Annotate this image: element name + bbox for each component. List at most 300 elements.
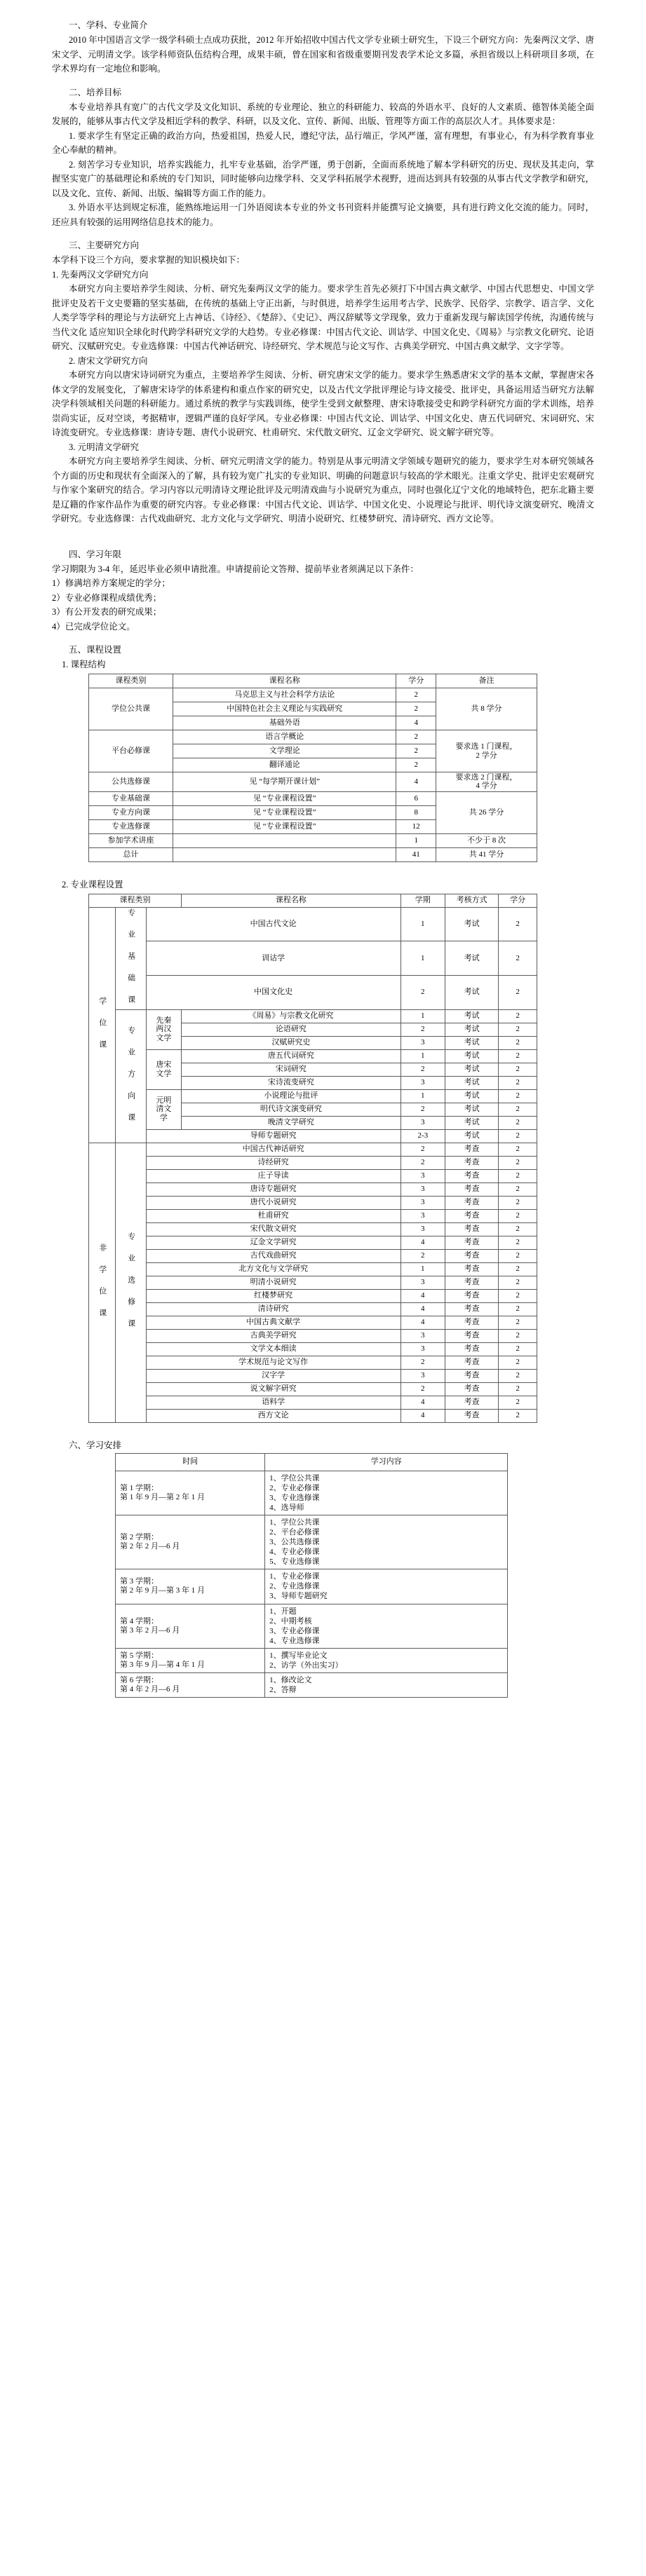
cell-exam-type: 考查 [445, 1249, 498, 1262]
cell-category: 专业方向课 [89, 805, 173, 819]
header-credit: 学分 [396, 674, 436, 688]
cell-course-name: 中国特色社会主义理论与实践研究 [173, 702, 396, 716]
table-row [89, 1196, 537, 1209]
cell-credit: 1 [396, 833, 436, 847]
cell-time [116, 1515, 265, 1569]
section-2-intro: 本专业培养具有宽广的古代文学及文化知识、系统的专业理论、独立的科研能力、较高的外语水平、良好的人文素质、德智体美能全面发展的，能够从事古代文学及相近学科的教学、科研，以及文化、宣传、新闻、出版、管理等方面工作的高层次人才。具体要求是： [52, 102, 594, 126]
table-row [89, 1009, 537, 1023]
cell-course-name: 《周易》与宗教文化研究 [182, 1009, 401, 1023]
table-row [89, 907, 537, 941]
cell-exam-type: 考查 [445, 1316, 498, 1329]
table-row [89, 1156, 537, 1169]
group-label-line-2: 两汉 [156, 1025, 172, 1034]
section-4-item-2: 2）专业必修课程成绩优秀； [52, 592, 162, 603]
vertical-label-nondegree-course: 非 学 位 课 [97, 1243, 107, 1319]
cell-course-name: 诗经研究 [146, 1156, 401, 1169]
table-row [89, 1302, 537, 1316]
table-row [89, 1209, 537, 1222]
cell-credit: 2 [499, 1156, 537, 1169]
cell-credit: 2 [499, 1103, 537, 1116]
content-item: 2、平台必修课 [269, 1527, 320, 1536]
cell-credit: 2 [396, 758, 436, 772]
section-heading-5: 五、课程设置 [69, 645, 122, 655]
cell-exam-type: 考试 [445, 1089, 498, 1103]
table-row [89, 1409, 537, 1422]
cell-exam-type: 考查 [445, 1396, 498, 1409]
cell-exam-type: 考试 [445, 1036, 498, 1049]
cell-term: 4 [401, 1316, 445, 1329]
cell-elective-label [115, 1143, 146, 1422]
cell-degree-label [89, 907, 116, 1143]
cell-category: 公共选修课 [89, 772, 173, 792]
cell-course-name: 清诗研究 [146, 1302, 401, 1316]
table-row [89, 1316, 537, 1329]
section-heading-4: 四、学习年限 [69, 549, 122, 559]
cell-course-name: 北方文化与文学研究 [146, 1262, 401, 1276]
cell-course-name: 马克思主义与社会科学方法论 [173, 688, 396, 702]
cell-note: 共 26 学分 [436, 791, 537, 833]
table-row [89, 1049, 537, 1063]
cell-credit: 2 [499, 1222, 537, 1236]
cell-exam-type: 考试 [445, 1049, 498, 1063]
subsection-heading-course-structure: 1. 课程结构 [62, 660, 106, 669]
header-note: 备注 [436, 674, 537, 688]
cell-course-name: 导师专题研究 [146, 1129, 401, 1143]
content-item: 3、导师专题研究 [269, 1592, 328, 1601]
cell-credit: 2 [499, 1289, 537, 1302]
cell-course-name: 杜甫研究 [146, 1209, 401, 1222]
cell-credit: 2 [499, 1049, 537, 1063]
section-2-item-3: 3. 外语水平达到规定标准，能熟练地运用一门外语阅读本专业的外文书刊资料并能撰写论文摘要，具有进行跨文化交流的能力。同时，还应具有较强的运用网络信息技术的能力。 [52, 203, 594, 227]
note-line-1: 要求选 2 门课程， [455, 773, 518, 782]
content-item: 1、修改论文 [269, 1676, 312, 1684]
table-row [89, 1222, 537, 1236]
content-item: 2、中期考核 [269, 1616, 312, 1626]
cell-credit: 2 [499, 1209, 537, 1222]
cell-term: 4 [401, 1302, 445, 1316]
cell-term: 2 [401, 1103, 445, 1116]
cell-credit: 2 [499, 907, 537, 941]
spacer [52, 634, 594, 643]
cell-credit: 6 [396, 791, 436, 805]
cell-exam-type: 考查 [445, 1276, 498, 1289]
cell-exam-type: 考试 [445, 1063, 498, 1076]
cell-credit: 2 [499, 1276, 537, 1289]
table-row [89, 833, 537, 847]
vertical-label-degree-course: 学 位 课 [97, 996, 107, 1051]
cell-exam-type: 考查 [445, 1356, 498, 1369]
cell-credit: 2 [499, 1262, 537, 1276]
cell-category: 专业选修课 [89, 819, 173, 833]
cell-credit: 2 [499, 1076, 537, 1089]
cell-credit: 2 [499, 1369, 537, 1382]
cell-course-name: 见 “专业课程设置” [173, 805, 396, 819]
cell-term: 2 [401, 1023, 445, 1036]
table-row [89, 1369, 537, 1382]
cell-exam-type: 考查 [445, 1382, 498, 1396]
time-line-1: 第 5 学期： [120, 1651, 159, 1660]
cell-credit: 2 [499, 1382, 537, 1396]
cell-study-content [265, 1604, 508, 1648]
cell-exam-type: 考查 [445, 1156, 498, 1169]
cell-direction-group-qinhan [146, 1009, 181, 1049]
cell-credit: 2 [499, 1396, 537, 1409]
cell-course-name: 说文解字研究 [146, 1382, 401, 1396]
cell-term: 2 [401, 1249, 445, 1262]
cell-study-content [265, 1648, 508, 1672]
spacer [52, 76, 594, 86]
cell-exam-type: 考试 [445, 1009, 498, 1023]
table-row [89, 1382, 537, 1396]
cell-credit: 2 [499, 1316, 537, 1329]
cell-credit: 2 [499, 1143, 537, 1156]
cell-course-name: 中国古代神话研究 [146, 1143, 401, 1156]
cell-exam-type: 考查 [445, 1222, 498, 1236]
section-heading-3: 三、主要研究方向 [69, 240, 140, 250]
cell-term: 3 [401, 1222, 445, 1236]
table-row [89, 1276, 537, 1289]
time-line-2: 第 1 年 9 月—第 2 年 1 月 [120, 1492, 205, 1501]
time-line-2: 第 2 年 9 月—第 3 年 1 月 [120, 1586, 205, 1595]
group-label-line-1: 唐宋 [156, 1061, 172, 1070]
header-credit: 学分 [499, 894, 537, 907]
vertical-label-basic-course: 专 业 基 础 课 [126, 908, 135, 1006]
cell-exam-type: 考查 [445, 1143, 498, 1156]
table-row [89, 975, 537, 1009]
cell-credit: 2 [499, 975, 537, 1009]
group-label-line-1: 先秦 [156, 1016, 172, 1025]
cell-credit: 2 [499, 1196, 537, 1209]
cell-time [116, 1604, 265, 1648]
cell-course-name: 小说理论与批评 [182, 1089, 401, 1103]
section-4-item-1: 1）修满培养方案规定的学分； [52, 578, 170, 588]
cell-study-content [265, 1471, 508, 1515]
cell-course-name: 论语研究 [182, 1023, 401, 1036]
cell-course-name: 见 “专业课程设置” [173, 819, 396, 833]
cell-course-name: 语言学概论 [173, 730, 396, 744]
cell-credit: 2 [499, 1129, 537, 1143]
header-exam-type: 考核方式 [445, 894, 498, 907]
cell-exam-type: 考试 [445, 907, 498, 941]
cell-course-name: 训诂学 [146, 941, 401, 976]
cell-term: 1 [401, 907, 445, 941]
cell-term: 3 [401, 1369, 445, 1382]
cell-course-name: 汉赋研究史 [182, 1036, 401, 1049]
cell-term: 3 [401, 1116, 445, 1129]
cell-credit: 8 [396, 805, 436, 819]
table-row [89, 941, 537, 976]
cell-exam-type: 考试 [445, 1023, 498, 1036]
cell-term: 4 [401, 1396, 445, 1409]
direction-1-title: 1. 先秦两汉文学研究方向 [52, 269, 149, 280]
cell-course-name: 宋诗流变研究 [182, 1076, 401, 1089]
table-row [89, 1089, 537, 1103]
content-item: 2、专业选修课 [269, 1582, 320, 1591]
group-label-line-1: 元明 [156, 1096, 172, 1105]
note-line-1: 要求选 1 门课程， [455, 742, 518, 751]
header-term: 学期 [401, 894, 445, 907]
table-header-row [89, 894, 537, 907]
cell-term: 1 [401, 941, 445, 976]
cell-direction-group-yuanmingqing [146, 1089, 181, 1129]
cell-credit: 4 [396, 716, 436, 730]
cell-course-name: 宋词研究 [182, 1063, 401, 1076]
table-row [89, 1342, 537, 1356]
cell-course-name: 明清小说研究 [146, 1276, 401, 1289]
table-row [116, 1604, 508, 1648]
cell-course-name: 宋代散文研究 [146, 1222, 401, 1236]
cell-note [436, 772, 537, 792]
cell-term: 2 [401, 1356, 445, 1369]
cell-basic-label [115, 907, 146, 1009]
cell-credit: 2 [499, 1023, 537, 1036]
time-line-2: 第 4 年 2 月—6 月 [120, 1685, 180, 1694]
cell-course-name: 红楼梦研究 [146, 1289, 401, 1302]
content-item: 2、答辩 [269, 1686, 297, 1695]
cell-time [116, 1471, 265, 1515]
table-header-row [116, 1453, 508, 1471]
header-course-name: 课程名称 [173, 674, 396, 688]
direction-3-title: 3. 元明清文学研究 [69, 442, 140, 452]
table-row [89, 1183, 537, 1196]
cell-term: 2-3 [401, 1129, 445, 1143]
vertical-label-direction-course: 专 业 方 向 课 [126, 1025, 135, 1124]
cell-credit: 2 [396, 702, 436, 716]
cell-course-name: 基础外语 [173, 716, 396, 730]
cell-course-name: 中国古代文论 [146, 907, 401, 941]
cell-exam-type: 考查 [445, 1302, 498, 1316]
cell-exam-type: 考试 [445, 1129, 498, 1143]
cell-term: 2 [401, 1063, 445, 1076]
group-label-line-3: 学 [159, 1113, 168, 1122]
table-header-row [89, 674, 537, 688]
cell-exam-type: 考查 [445, 1209, 498, 1222]
cell-exam-type: 考查 [445, 1289, 498, 1302]
major-course-table [88, 894, 537, 1423]
cell-note: 共 8 学分 [436, 688, 537, 730]
cell-exam-type: 考试 [445, 1116, 498, 1129]
cell-course-name: 古典美学研究 [146, 1329, 401, 1342]
cell-credit: 2 [499, 1342, 537, 1356]
table-row [89, 1249, 537, 1262]
header-time: 时间 [116, 1453, 265, 1471]
cell-exam-type: 考查 [445, 1409, 498, 1422]
study-schedule-table [115, 1453, 508, 1698]
note-line-2: 4 学分 [476, 782, 497, 791]
cell-term: 3 [401, 1276, 445, 1289]
time-line-2: 第 3 年 2 月—6 月 [120, 1626, 180, 1635]
direction-3-body: 本研究方向主要培养学生阅读、分析、研究元明清文学的能力。特别是从事元明清文学领域专题研究的能力，要求学生对本研究领域各个方面的历史和现状有全面深入的了解，具有较为宽广扎实的专业知识、明确的问题意识与较高的学术眼光。注重文学史、批评史宏观研究与作家个案研究的结合。学习内容以元明清诗文理论批评及元明清戏曲与小说研究为重点，同时也强化辽宁文化的地域特色，把东北籍主要是辽籍的作家作品作为重要的研究内容。专业必修课：中国古代文论、训诂学、中国文化史、小说理论与批评、明代诗文演变研究、晚清文学研究。专业选修课：古代戏曲研究、北方文化与文学研究、明清小说研究、红楼梦研究、清诗研究、西方文论等。 [52, 456, 594, 524]
spacer [52, 1423, 594, 1438]
cell-credit: 2 [499, 1409, 537, 1422]
cell-note: 共 41 学分 [436, 847, 537, 861]
cell-exam-type: 考查 [445, 1236, 498, 1249]
content-item: 2、访学（外出实习） [269, 1661, 343, 1670]
cell-credit: 2 [499, 1183, 537, 1196]
cell-term: 3 [401, 1209, 445, 1222]
cell-exam-type: 考查 [445, 1329, 498, 1342]
cell-credit: 2 [499, 1116, 537, 1129]
section-4-item-4: 4）已完成学位论文。 [52, 621, 135, 632]
direction-2-title: 2. 唐宋文学研究方向 [69, 355, 148, 366]
cell-exam-type: 考试 [445, 941, 498, 976]
header-study-content: 学习内容 [265, 1453, 508, 1471]
direction-2-body: 本研究方向以唐宋诗词研究为重点，主要培养学生阅读、分析、研究唐宋文学的能力。要求学生熟悉唐宋文学的基本文献，掌握唐宋各体文学的发展变化，了解唐宋诗学的体系建构和重点作家的研究史，以及古代文学批评理论与诗文接受、批评史，具备运用适当研究方法解决学科领域相关问题的科研能力。通过系统的教学与实践训练，使学生受到文献整理、唐宋诗歌接受史和跨学科研究方面的学术训练，培养崇尚实证，反对空谈，考据精审，逻辑严谨的良好学风。专业必修课：中国古代文论、训诂学、中国文化史、唐五代词研究、宋词研究、宋诗流变研究。专业选修课：唐诗专题、唐代小说研究、杜甫研究、宋代散文研究、辽金文学研究、说文解字研究等。 [52, 370, 594, 437]
cell-exam-type: 考查 [445, 1196, 498, 1209]
content-item: 1、开题 [269, 1607, 297, 1616]
cell-term: 3 [401, 1183, 445, 1196]
cell-direction-label [115, 1009, 146, 1143]
cell-exam-type: 考试 [445, 1103, 498, 1116]
section-2-item-2: 2. 刻苦学习专业知识，培养实践能力，扎牢专业基础，治学严谨，勇于创新，全面而系统地了解本学科研究的历史、现状及其走向，掌握坚实宽广的基础理论和系统的专门知识，同时能够向边缘学科、交叉学科拓展学术视野，进而达到具有较强的从事古代文学教学和研究，以及文化、宣传、新闻、出版、编辑等方面工作的能力。 [52, 159, 594, 198]
cell-course-name: 汉字学 [146, 1369, 401, 1382]
cell-exam-type: 考查 [445, 1342, 498, 1356]
cell-term: 2 [401, 1156, 445, 1169]
content-item: 3、专业必修课 [269, 1626, 320, 1635]
cell-exam-type: 考查 [445, 1262, 498, 1276]
cell-exam-type: 考查 [445, 1369, 498, 1382]
cell-term: 2 [401, 1382, 445, 1396]
cell-term: 1 [401, 1049, 445, 1063]
table-row [116, 1471, 508, 1515]
cell-credit: 2 [499, 1009, 537, 1023]
cell-term: 4 [401, 1236, 445, 1249]
cell-direction-group-tangsong [146, 1049, 181, 1089]
group-label-line-2: 清文 [156, 1105, 172, 1114]
cell-course-name: 见 “每学期开课计划” [173, 772, 396, 792]
content-item: 2、专业必修课 [269, 1483, 320, 1492]
cell-course-name: 中国古典文献学 [146, 1316, 401, 1329]
cell-course-name: 晚清文学研究 [182, 1116, 401, 1129]
cell-course-name: 翻译通论 [173, 758, 396, 772]
cell-time [116, 1569, 265, 1604]
cell-term: 1 [401, 1009, 445, 1023]
cell-term: 2 [401, 1143, 445, 1156]
content-item: 3、专业选修课 [269, 1493, 320, 1502]
cell-time [116, 1648, 265, 1672]
cell-nondegree-label [89, 1143, 116, 1422]
table-row [116, 1673, 508, 1698]
course-structure-table [88, 674, 537, 862]
subsection-heading-major-courses: 2. 专业课程设置 [62, 879, 123, 890]
cell-category: 总计 [89, 847, 173, 861]
cell-category: 参加学术讲座 [89, 833, 173, 847]
cell-credit: 2 [396, 730, 436, 744]
table-row [116, 1569, 508, 1604]
header-category: 课程类别 [89, 674, 173, 688]
cell-course-name: 辽金文学研究 [146, 1236, 401, 1249]
table-row [116, 1648, 508, 1672]
time-line-2: 第 3 年 9 月—第 4 年 1 月 [120, 1660, 205, 1669]
section-4-lead: 学习期限为 3-4 年，延迟毕业必须申请批准。申请提前论文答辩、提前毕业者须满足以下条件： [52, 564, 419, 574]
cell-credit: 2 [499, 1236, 537, 1249]
content-item: 4、选导师 [269, 1503, 304, 1512]
cell-term: 1 [401, 1262, 445, 1276]
cell-study-content [265, 1673, 508, 1698]
cell-study-content [265, 1515, 508, 1569]
cell-term: 3 [401, 1036, 445, 1049]
cell-credit: 41 [396, 847, 436, 861]
cell-term: 3 [401, 1196, 445, 1209]
section-2-item-1: 1. 要求学生有坚定正确的政治方向，热爱祖国，热爱人民，遵纪守法，品行端正，学风严谨，富有理想，有事业心，有为科学教育事业全心奉献的精神。 [52, 130, 594, 155]
cell-credit: 2 [499, 1356, 537, 1369]
cell-term: 4 [401, 1289, 445, 1302]
cell-exam-type: 考查 [445, 1169, 498, 1183]
cell-course-name: 西方文论 [146, 1409, 401, 1422]
cell-course-name: 唐五代词研究 [182, 1049, 401, 1063]
content-item: 4、专业必修课 [269, 1548, 320, 1557]
section-heading-1: 一、学科、专业简介 [69, 20, 148, 30]
cell-note [436, 730, 537, 772]
table-row [89, 730, 537, 744]
section-heading-2: 二、培养目标 [69, 87, 122, 97]
cell-credit: 2 [499, 941, 537, 976]
cell-term: 3 [401, 1342, 445, 1356]
content-item: 1、学位公共课 [269, 1473, 320, 1483]
cell-course-name: 文学文本细读 [146, 1342, 401, 1356]
section-1-paragraph: 2010 年中国语言文学一级学科硕士点成功获批，2012 年开始招收中国古代文学专业硕士研究生，下设三个研究方向：先秦两汉文学、唐宋文学、元明清文学。该学科师资队伍结构合理，成果丰硕，曾在国家和省级重要期刊发表学术论文多篇，承担省级以上科研项目多项，在学术界均有一定地位和影响。 [52, 35, 594, 74]
cell-exam-type: 考试 [445, 975, 498, 1009]
table-row [89, 1129, 537, 1143]
content-item: 1、学位公共课 [269, 1518, 320, 1527]
cell-course-name: 庄子导读 [146, 1169, 401, 1183]
cell-exam-type: 考查 [445, 1183, 498, 1196]
cell-credit: 12 [396, 819, 436, 833]
cell-term: 3 [401, 1076, 445, 1089]
table-row [89, 1289, 537, 1302]
cell-credit: 4 [396, 772, 436, 792]
cell-credit: 2 [499, 1089, 537, 1103]
time-line-1: 第 6 学期： [120, 1676, 159, 1685]
time-line-2: 第 2 年 2 月—6 月 [120, 1542, 180, 1551]
table-row [89, 1396, 537, 1409]
cell-course-name [173, 847, 396, 861]
cell-credit: 2 [499, 1169, 537, 1183]
cell-term: 3 [401, 1329, 445, 1342]
table-row [89, 847, 537, 861]
spacer [52, 526, 594, 547]
table-row [89, 1329, 537, 1342]
cell-exam-type: 考试 [445, 1076, 498, 1089]
note-line-2: 2 学分 [476, 751, 497, 760]
table-row [89, 1169, 537, 1183]
cell-course-name: 语料学 [146, 1396, 401, 1409]
cell-course-name: 唐代小说研究 [146, 1196, 401, 1209]
cell-term: 4 [401, 1409, 445, 1422]
cell-course-name: 文学理论 [173, 744, 396, 758]
table-row [89, 1236, 537, 1249]
section-heading-6: 六、学习安排 [69, 1440, 122, 1450]
cell-course-name: 见 “专业课程设置” [173, 791, 396, 805]
time-line-1: 第 2 学期： [120, 1533, 159, 1542]
content-item: 5、专业选修课 [269, 1558, 320, 1567]
table-row [89, 1262, 537, 1276]
table-row [89, 688, 537, 702]
cell-credit: 2 [396, 688, 436, 702]
group-label-line-3: 文学 [156, 1033, 172, 1042]
cell-course-name: 学术规范与论文写作 [146, 1356, 401, 1369]
header-course-name: 课程名称 [182, 894, 401, 907]
time-line-1: 第 4 学期： [120, 1616, 159, 1626]
cell-credit: 2 [396, 744, 436, 758]
content-item: 1、专业必修课 [269, 1572, 320, 1581]
table-row [89, 1143, 537, 1156]
table-row [89, 1356, 537, 1369]
table-row [89, 772, 537, 792]
cell-course-name [173, 833, 396, 847]
cell-course-name: 明代诗文演变研究 [182, 1103, 401, 1116]
section-3-lead: 本学科下设三个方向，要求掌握的知识模块如下： [52, 255, 245, 265]
